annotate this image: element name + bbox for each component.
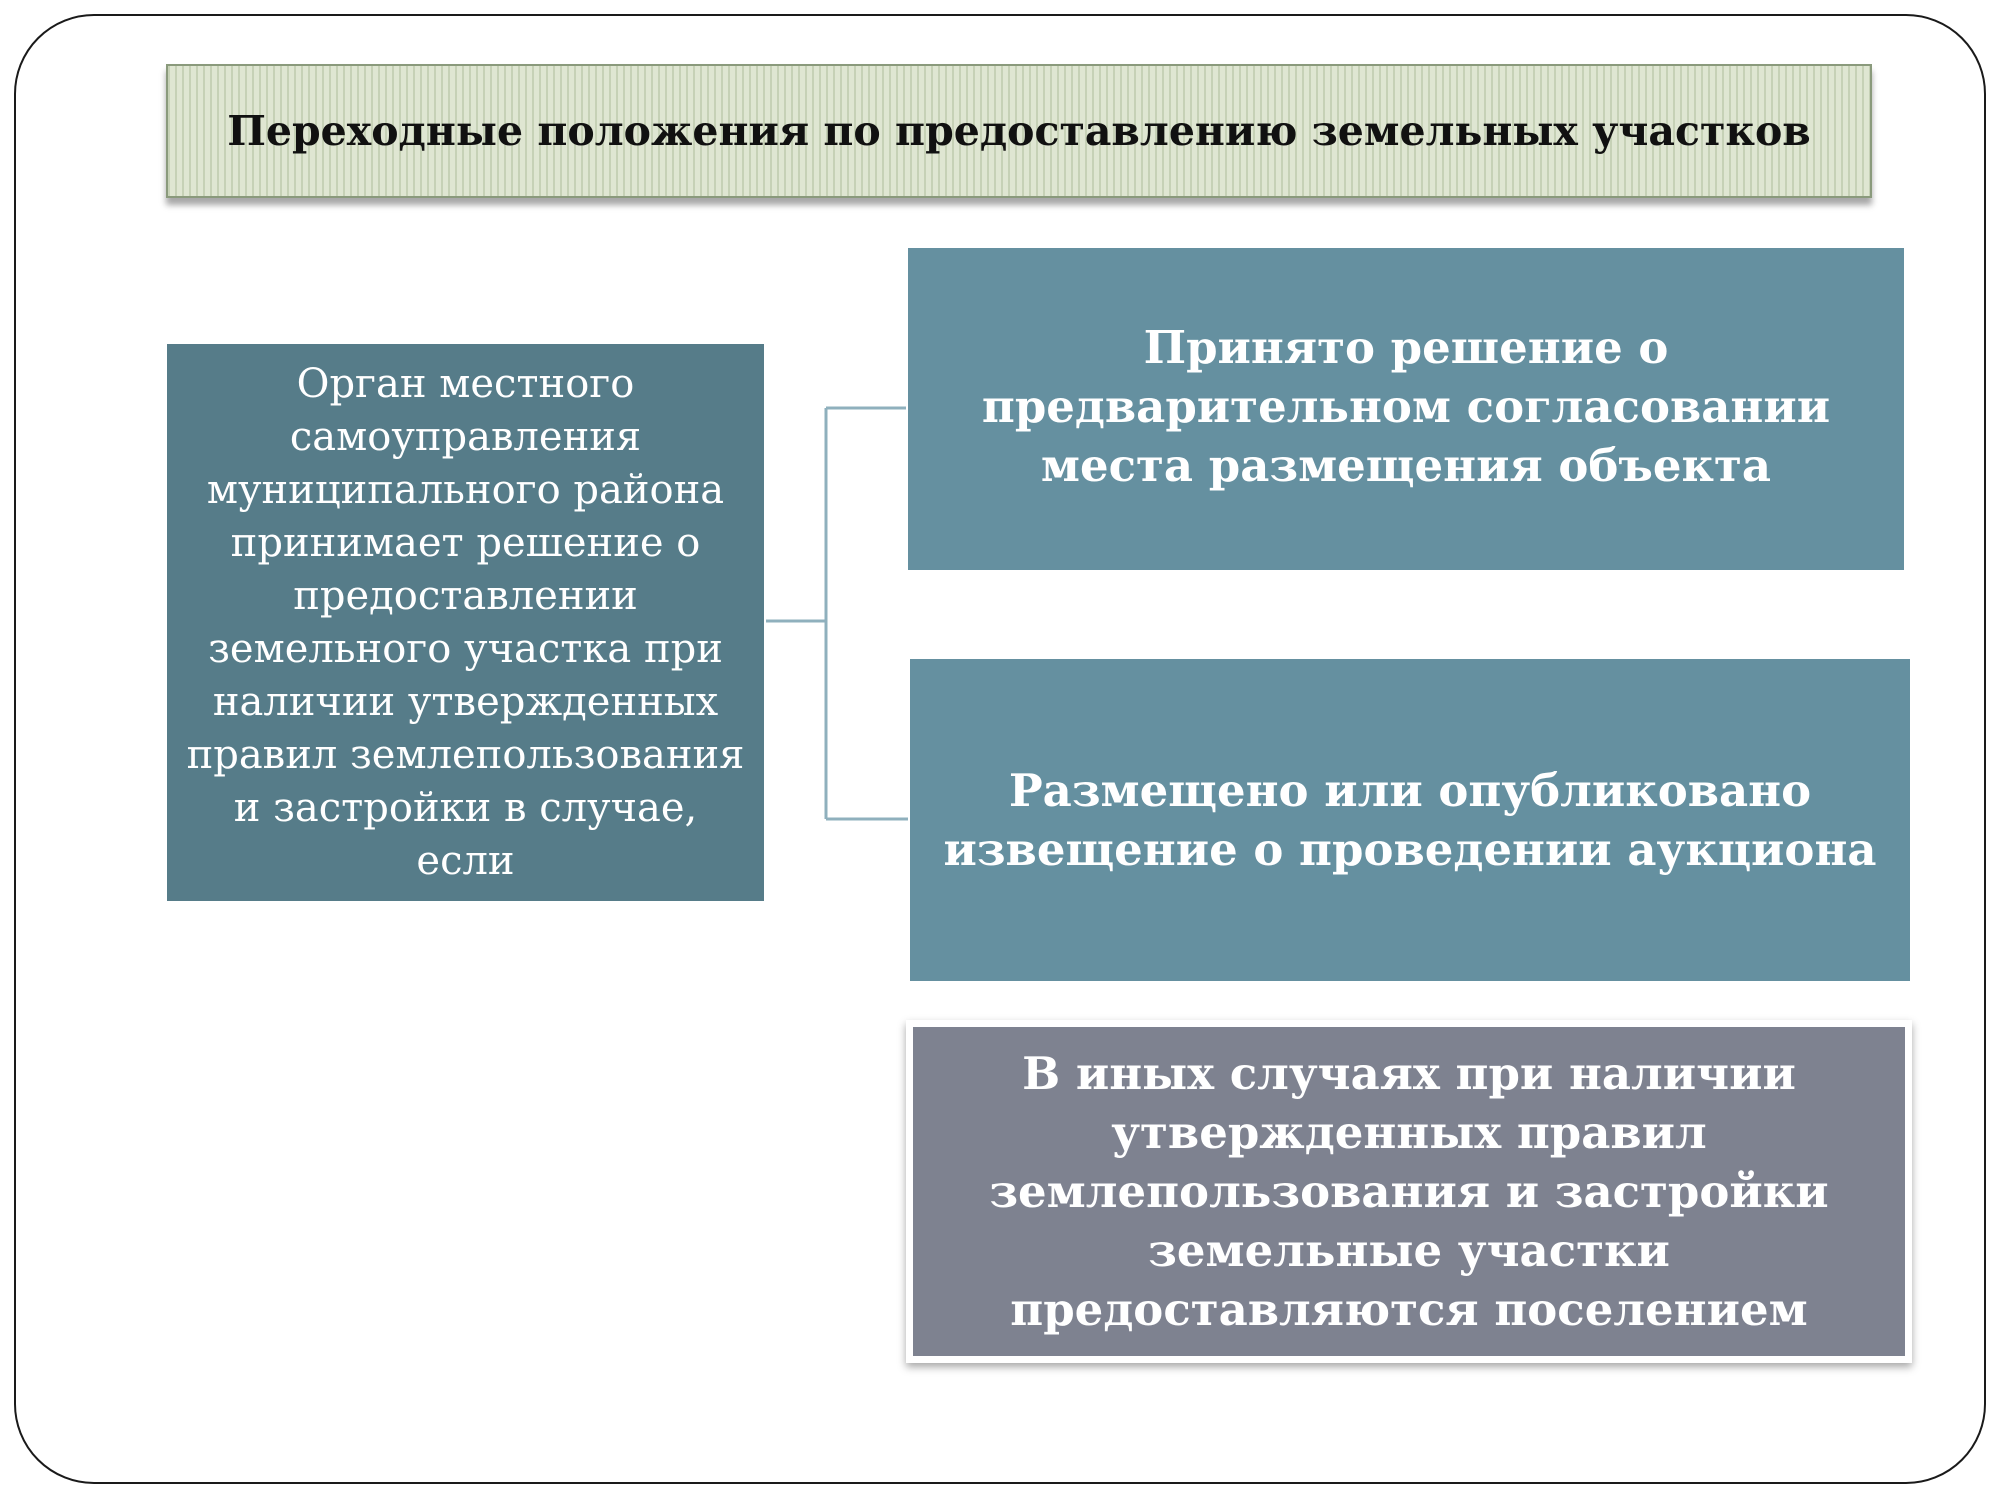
source-box-text: Орган местного самоуправления муниципального района принимает решение о предоставлении земельного участка при наличии утвержденных правил землепользования и застройки в случае, если — [186, 360, 745, 884]
note-box-text: В иных случаях при наличии утвержденных правил землепользования и застройки земельные участки предоставляются поселением — [989, 1047, 1829, 1336]
note-box-other-cases — [906, 1020, 1912, 1363]
outcome-box-preliminary-approval — [908, 248, 1904, 570]
outcome-box-text: Размещено или опубликовано извещение о проведении аукциона — [943, 764, 1877, 876]
outcome-box-text: Принято решение о предварительном согласовании места размещения объекта — [981, 321, 1831, 492]
slide-title: Переходные положения по предоставлению земельных участков — [227, 107, 1811, 155]
outcome-box-auction-notice — [910, 659, 1910, 981]
source-box — [167, 344, 764, 901]
